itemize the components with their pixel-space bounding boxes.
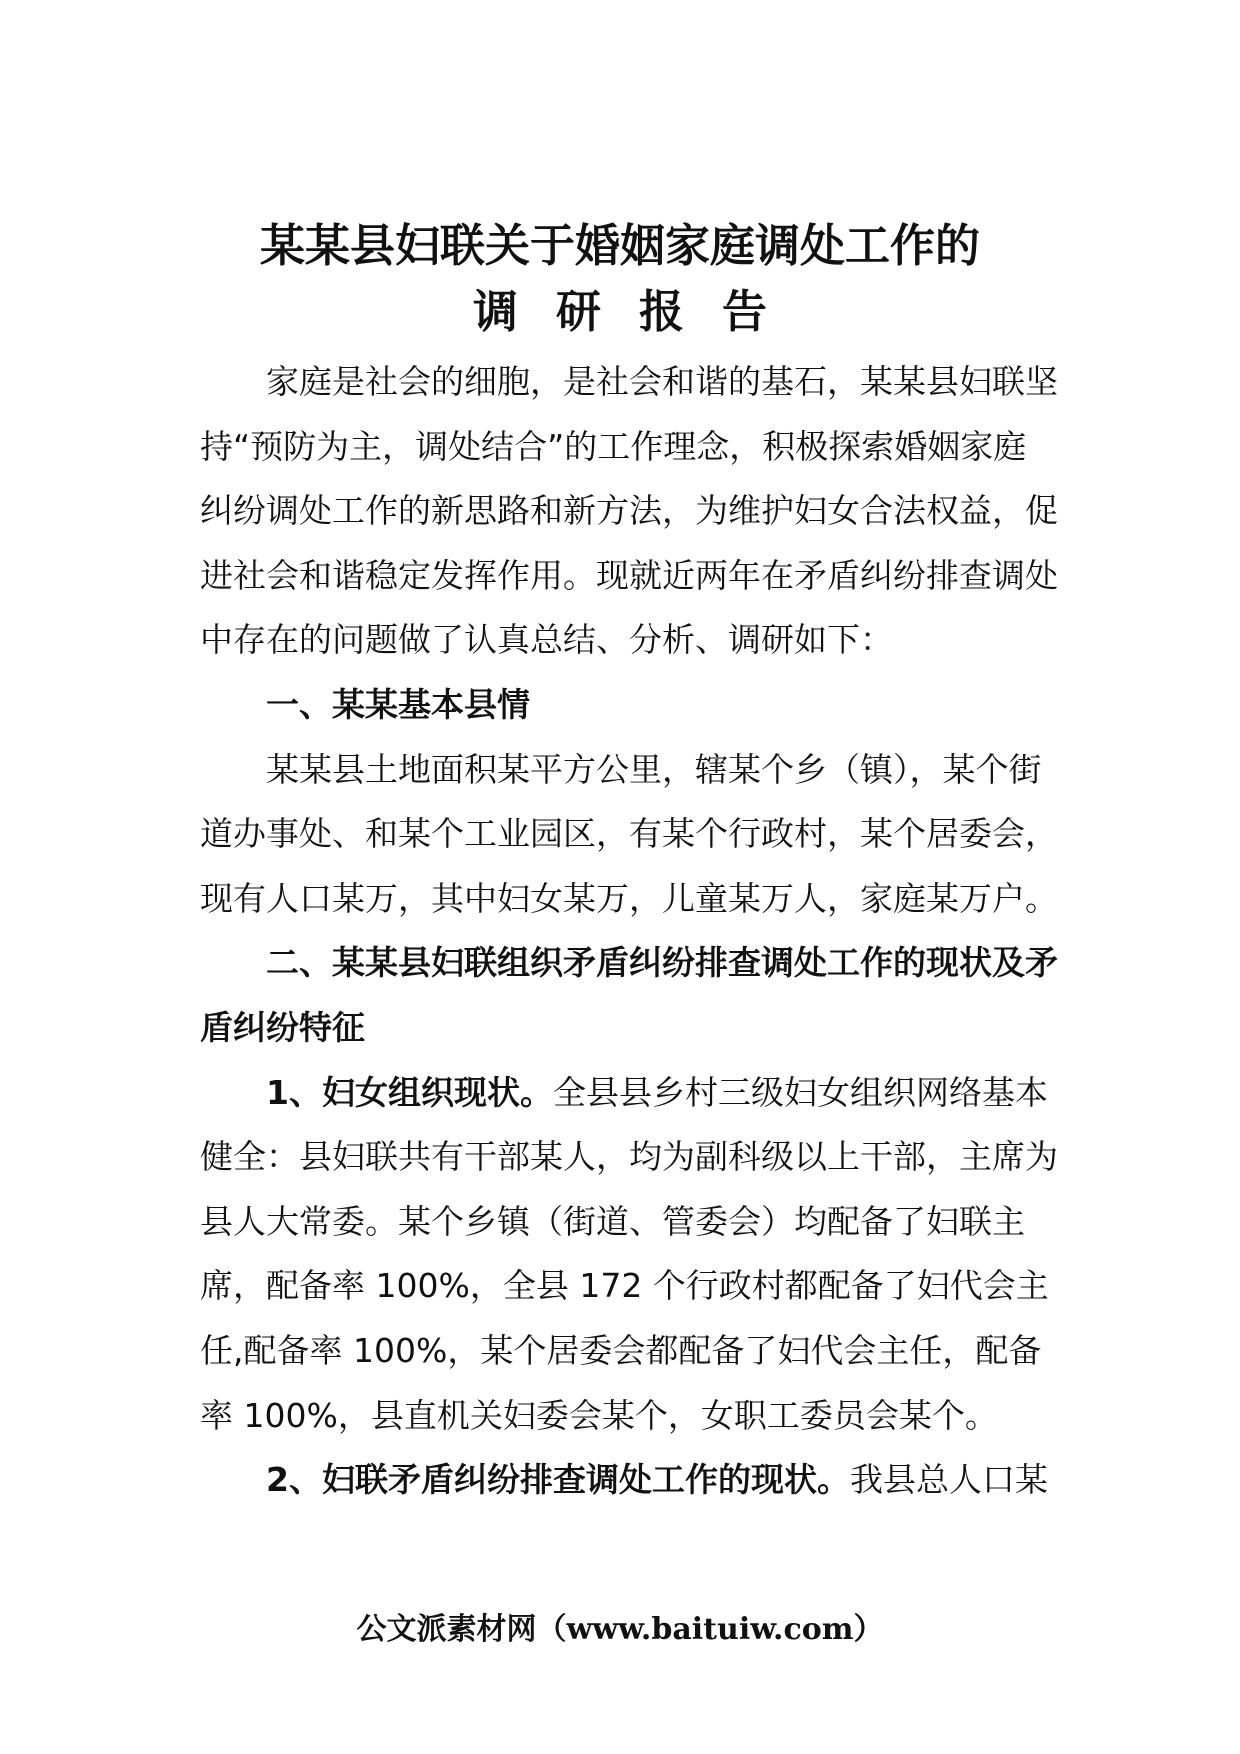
document-title-line-2: 调研报告 [472, 285, 805, 338]
body-line: 中存在的问题做了认真总结、分析、调研如下： [200, 620, 893, 660]
body-line: 纠纷调处工作的新思路和新方法，为维护妇女合法权益，促 [200, 491, 1058, 531]
document-body [200, 350, 1070, 1513]
body-line: 席，配备率 100%，全县 172 个行政村都配备了妇代会主 [200, 1266, 1049, 1306]
paragraph-1-rest: 全县县乡村三级妇女组织网络基本 [552, 1072, 1048, 1112]
document-title-line-1: 某某县妇联关于婚姻家庭调处工作的 [259, 219, 980, 272]
paragraph-2-rest: 我县总人口某 [849, 1460, 1048, 1500]
footer-watermark: 公文派素材网（www.baituiw.com） [356, 1612, 884, 1647]
body-line: 任,配备率 100%，某个居委会都配备了妇代会主任，配备 [200, 1330, 1042, 1370]
body-line: 某某县土地面积某平方公里，辖某个乡（镇），某个街 [266, 749, 1042, 789]
paragraph-2-first-line [200, 1448, 1070, 1513]
body-line: 健全：县妇联共有干部某人，均为副科级以上干部，主席为 [200, 1137, 1058, 1177]
paragraph-1-lead: 1、妇女组织现状。 [266, 1072, 553, 1112]
paragraph-1-first-line [200, 1061, 1070, 1126]
paragraph-2-lead: 2、妇联矛盾纠纷排查调处工作的现状。 [266, 1460, 850, 1500]
body-line: 道办事处、和某个工业园区，有某个行政村，某个居委会， [200, 814, 1058, 854]
body-line: 率 100%，县直机关妇委会某个，女职工委员会某个。 [200, 1395, 998, 1435]
body-line: 县人大常委。某个乡镇（街道、管委会）均配备了妇联主 [200, 1201, 1025, 1241]
body-line: 持“预防为主，调处结合”的工作理念，积极探索婚姻家庭 [200, 426, 1027, 466]
section-heading-1: 一、某某基本县情 [266, 684, 530, 724]
section-heading-2-continued: 盾纠纷特征 [200, 1007, 365, 1047]
section-heading-2: 二、某某县妇联组织矛盾纠纷排查调处工作的现状及矛 [266, 943, 1058, 983]
body-line: 家庭是社会的细胞，是社会和谐的基石，某某县妇联坚 [266, 362, 1058, 401]
body-line: 现有人口某万，其中妇女某万，儿童某万人，家庭某万户。 [200, 878, 1058, 918]
body-line: 进社会和谐稳定发挥作用。现就近两年在矛盾纠纷排查调处 [200, 555, 1058, 595]
